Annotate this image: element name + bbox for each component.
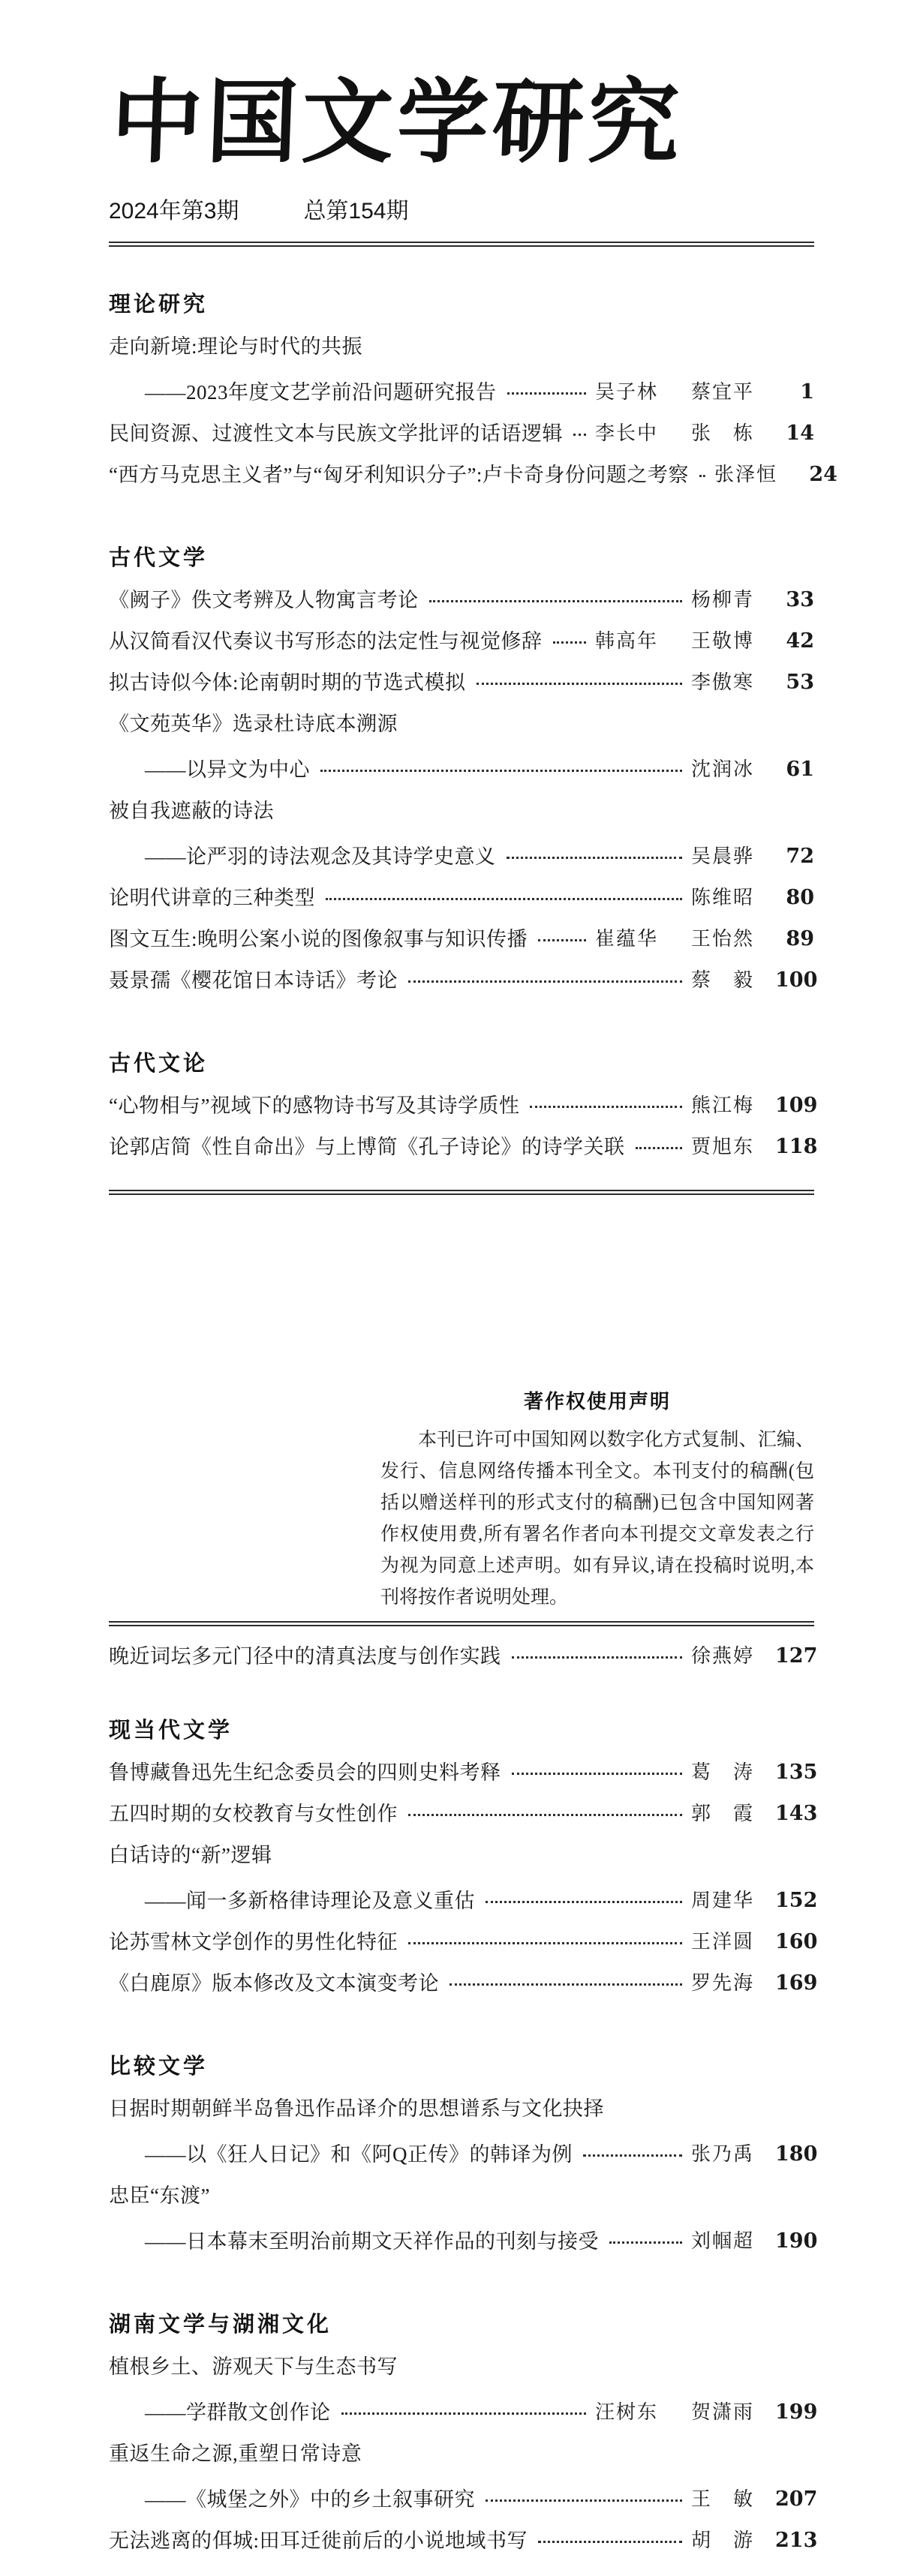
article-title: 忠臣“东渡” bbox=[109, 2184, 210, 2207]
author-name: 郭 霞 bbox=[690, 1802, 754, 1824]
section-title: 湖南文学与湖湘文化 bbox=[109, 2313, 332, 2337]
dot-leader bbox=[477, 683, 682, 685]
article-authors bbox=[714, 462, 777, 488]
toc-section bbox=[109, 2304, 818, 2561]
author-name: 王洋圆 bbox=[690, 1930, 754, 1953]
page-number: 127 bbox=[775, 1644, 818, 1668]
toc-section bbox=[109, 2046, 818, 2262]
page-number: 33 bbox=[786, 587, 814, 611]
toc-entry bbox=[109, 579, 814, 620]
copyright-notice-body: 本刊已许可中国知网以数字化方式复制、汇编、发行、信息网络传播本刊全文。本刊支付的稿酬(包括以赠送样刊的形式支付的稿酬)已包含中国知网著作权使用费,所有署名作者向本刊提交文章发表之行为视为同意上述声明。如有异议,请在投稿时说明,本刊将按作者说明处理。 bbox=[380, 1430, 814, 1608]
author-name: 吴子林 bbox=[594, 380, 658, 403]
toc-entry bbox=[109, 1635, 818, 1677]
author-name: 刘帼超 bbox=[690, 2229, 754, 2252]
issue-number: 2024年第3期 bbox=[109, 199, 239, 224]
article-authors bbox=[691, 1801, 754, 1827]
page-number: 100 bbox=[775, 968, 818, 992]
dot-leader bbox=[507, 857, 682, 859]
article-title: 无法逃离的佴城:田耳迁徙前后的小说地域书写 bbox=[109, 2529, 528, 2552]
article-authors bbox=[595, 629, 754, 654]
copyright-notice bbox=[380, 1389, 814, 1614]
page-number: 169 bbox=[775, 1971, 818, 1995]
dot-leader bbox=[449, 1983, 682, 1986]
dot-leader bbox=[507, 392, 586, 395]
toc-section bbox=[109, 1635, 818, 1677]
journal-title: 中国文学研究 bbox=[109, 68, 685, 176]
double-rule-middle-upper bbox=[109, 1190, 814, 1195]
author-name: 张 栋 bbox=[690, 422, 754, 444]
author-name: 王敬博 bbox=[690, 629, 754, 652]
toc-section bbox=[109, 1043, 818, 1167]
author-name: 蔡宜平 bbox=[690, 380, 754, 403]
page-number: 42 bbox=[786, 629, 814, 653]
article-title: 晚近词坛多元门径中的清真法度与创作实践 bbox=[109, 1644, 501, 1668]
toc-entry bbox=[109, 1752, 818, 1793]
article-title: 被自我遮蔽的诗法 bbox=[109, 799, 274, 822]
article-title: 走向新境:理论与时代的共振 bbox=[109, 335, 363, 358]
article-title: “心物相与”视域下的感物诗书写及其诗学质性 bbox=[109, 1094, 520, 1117]
toc-entry bbox=[109, 2133, 818, 2175]
page-number: 207 bbox=[775, 2487, 818, 2511]
article-title: 植根乡土、游观天下与生态书写 bbox=[109, 2355, 398, 2378]
page-number: 89 bbox=[786, 926, 814, 950]
article-authors bbox=[595, 2400, 754, 2425]
section-title: 古代文论 bbox=[109, 1052, 209, 1076]
toc-section bbox=[109, 284, 837, 495]
author-name: 杨柳青 bbox=[690, 588, 754, 611]
page-number: 143 bbox=[775, 1801, 818, 1825]
issue-line bbox=[109, 198, 814, 225]
toc-entry bbox=[109, 2391, 818, 2433]
article-title: 白话诗的“新”逻辑 bbox=[109, 1843, 272, 1866]
article-subtitle: ——以异文为中心 bbox=[145, 758, 310, 781]
dot-leader bbox=[636, 1147, 682, 1149]
article-title: 日据时期朝鲜半岛鲁迅作品译介的思想谱系与文化抉择 bbox=[109, 2097, 604, 2120]
double-rule-top bbox=[109, 242, 814, 247]
toc-entry bbox=[109, 371, 814, 413]
dot-leader bbox=[486, 2499, 682, 2502]
toc-entry-title-line bbox=[109, 2346, 814, 2387]
author-name: 周建华 bbox=[690, 1889, 754, 1911]
toc-upper-sections bbox=[109, 284, 837, 1167]
author-name: 葛 涛 bbox=[690, 1761, 754, 1783]
article-authors bbox=[691, 1093, 754, 1118]
dot-leader bbox=[408, 1814, 682, 1816]
copyright-notice-title: 著作权使用声明 bbox=[523, 1390, 671, 1413]
toc-entry bbox=[109, 1793, 818, 1834]
toc-entry bbox=[109, 918, 814, 959]
author-name: 贾旭东 bbox=[690, 1135, 754, 1157]
article-title: 《文苑英华》选录杜诗底本溯源 bbox=[109, 712, 398, 735]
article-authors bbox=[691, 1888, 754, 1914]
toc-entry-title-line bbox=[109, 2088, 814, 2129]
article-authors bbox=[691, 2528, 754, 2553]
dot-leader bbox=[609, 2241, 682, 2244]
toc-entry bbox=[109, 1962, 818, 2004]
article-subtitle: ——论严羽的诗法观念及其诗学史意义 bbox=[145, 845, 496, 868]
toc-entry bbox=[109, 1126, 818, 1167]
section-title: 现当代文学 bbox=[109, 1719, 233, 1743]
article-title: 鲁博藏鲁迅先生纪念委员会的四则史料考释 bbox=[109, 1761, 501, 1784]
toc-entry bbox=[109, 1085, 818, 1126]
author-name: 熊江梅 bbox=[690, 1094, 754, 1116]
author-name: 徐燕婷 bbox=[690, 1644, 754, 1667]
article-authors bbox=[595, 380, 754, 405]
article-authors bbox=[691, 968, 754, 993]
author-name: 张乃禹 bbox=[690, 2142, 754, 2165]
toc-entry bbox=[109, 2220, 818, 2262]
page-number: 80 bbox=[786, 885, 814, 909]
article-subtitle: ——闻一多新格律诗理论及意义重估 bbox=[145, 1889, 475, 1912]
page-number: 14 bbox=[786, 421, 814, 445]
page-number: 152 bbox=[775, 1888, 818, 1912]
toc-entry bbox=[109, 620, 814, 662]
page-number: 72 bbox=[786, 844, 814, 868]
dot-leader bbox=[538, 939, 586, 941]
article-subtitle: ——以《狂人日记》和《阿Q正传》的韩译为例 bbox=[145, 2142, 573, 2166]
author-name: 陈维昭 bbox=[690, 886, 754, 908]
toc-entry bbox=[109, 1921, 818, 1962]
article-authors bbox=[691, 1929, 754, 1955]
article-title: 论苏雪林文学创作的男性化特征 bbox=[109, 1930, 398, 1953]
toc-entry bbox=[109, 877, 814, 918]
article-authors bbox=[691, 2487, 754, 2512]
toc-entry bbox=[109, 749, 814, 790]
author-name: 王 敏 bbox=[690, 2487, 754, 2510]
section-title: 比较文学 bbox=[109, 2055, 209, 2079]
article-title: 论明代讲章的三种类型 bbox=[109, 886, 315, 909]
article-title: 《阙子》佚文考辨及人物寓言考论 bbox=[109, 588, 419, 611]
article-title: 民间资源、过渡性文本与民族文学批评的话语逻辑 bbox=[109, 422, 563, 445]
section-title: 古代文学 bbox=[109, 546, 209, 570]
toc-entry bbox=[109, 413, 814, 454]
article-subtitle: ——日本幕末至明治前期文天祥作品的刊刻与接受 bbox=[145, 2229, 599, 2253]
toc-lower-sections bbox=[109, 1635, 818, 2561]
article-title: 论郭店简《性自命出》与上博简《孔子诗论》的诗学关联 bbox=[109, 1135, 625, 1158]
page-number: 190 bbox=[775, 2229, 818, 2253]
page-number: 199 bbox=[775, 2400, 818, 2424]
dot-leader bbox=[530, 1106, 682, 1108]
dot-leader bbox=[512, 1656, 682, 1659]
author-name: 汪树东 bbox=[594, 2400, 658, 2423]
toc-entry bbox=[109, 454, 837, 495]
toc-entry bbox=[109, 959, 818, 1001]
article-authors bbox=[691, 587, 754, 613]
article-authors bbox=[691, 885, 754, 911]
author-name: 李傲寒 bbox=[690, 671, 754, 693]
page-number: 109 bbox=[775, 1093, 818, 1117]
page-number: 118 bbox=[775, 1134, 818, 1158]
author-name: 沈润冰 bbox=[690, 758, 754, 780]
author-name: 贺潇雨 bbox=[690, 2400, 754, 2423]
author-name: 蔡 毅 bbox=[690, 968, 754, 991]
page-number: 213 bbox=[775, 2528, 818, 2552]
double-rule-middle-lower bbox=[109, 1621, 814, 1626]
page-number: 53 bbox=[786, 670, 814, 694]
article-subtitle: ——《城堡之外》中的乡土叙事研究 bbox=[145, 2487, 475, 2511]
dot-leader bbox=[320, 770, 682, 772]
page-number: 24 bbox=[809, 462, 837, 486]
section-title: 理论研究 bbox=[109, 293, 209, 317]
article-subtitle: ——学群散文创作论 bbox=[145, 2400, 331, 2424]
author-name: 吴晨骅 bbox=[690, 845, 754, 867]
toc-entry-title-line bbox=[109, 1834, 814, 1875]
article-authors bbox=[691, 1760, 754, 1785]
page-number: 160 bbox=[775, 1929, 818, 1953]
author-name: 李长中 bbox=[594, 422, 658, 444]
toc-entry-title-line bbox=[109, 790, 814, 831]
dot-leader bbox=[553, 641, 586, 644]
article-authors bbox=[691, 1644, 754, 1669]
dot-leader bbox=[538, 2541, 682, 2543]
article-title: 图文互生:晚明公案小说的图像叙事与知识传播 bbox=[109, 927, 528, 950]
toc-entry bbox=[109, 836, 814, 877]
dot-leader bbox=[408, 980, 682, 983]
article-title: 聂景孺《樱花馆日本诗话》考论 bbox=[109, 968, 398, 992]
page-number: 1 bbox=[800, 380, 814, 404]
article-authors bbox=[691, 1134, 754, 1160]
article-authors bbox=[595, 926, 754, 952]
article-title: 拟古诗似今体:论南朝时期的节选式模拟 bbox=[109, 671, 466, 694]
dot-leader bbox=[583, 2154, 682, 2157]
article-authors bbox=[691, 670, 754, 695]
dot-leader bbox=[326, 898, 682, 900]
page-number: 61 bbox=[786, 757, 814, 781]
author-name: 胡 游 bbox=[690, 2529, 754, 2551]
page-number: 135 bbox=[775, 1760, 818, 1784]
article-authors bbox=[691, 757, 754, 782]
article-title: 从汉简看汉代奏议书写形态的法定性与视觉修辞 bbox=[109, 629, 543, 653]
toc-entry bbox=[109, 2478, 818, 2520]
dot-leader bbox=[699, 475, 705, 477]
toc-section bbox=[109, 1710, 818, 2004]
article-authors bbox=[691, 2142, 754, 2167]
dot-leader bbox=[429, 600, 682, 602]
article-authors bbox=[691, 2229, 754, 2254]
dot-leader bbox=[408, 1942, 682, 1944]
toc-entry bbox=[109, 1880, 818, 1921]
toc-entry-title-line bbox=[109, 2433, 814, 2474]
page-number: 180 bbox=[775, 2142, 818, 2166]
cumulative-issue-number: 总第154期 bbox=[303, 199, 409, 224]
author-name: 罗先海 bbox=[690, 1971, 754, 1994]
author-name: 王怡然 bbox=[690, 927, 754, 950]
article-authors bbox=[595, 421, 754, 446]
dot-leader bbox=[341, 2412, 586, 2415]
dot-leader bbox=[573, 434, 586, 436]
page-content bbox=[0, 56, 905, 2576]
dot-leader bbox=[512, 1773, 682, 1775]
author-name: 张泽恒 bbox=[714, 463, 777, 485]
author-name: 韩高年 bbox=[594, 629, 658, 652]
toc-entry-title-line bbox=[109, 703, 814, 744]
toc-section bbox=[109, 538, 818, 1001]
dot-leader bbox=[486, 1901, 682, 1903]
toc-entry bbox=[109, 662, 814, 703]
author-name: 崔蕴华 bbox=[594, 927, 658, 950]
toc-entry-title-line bbox=[109, 2175, 814, 2216]
article-subtitle: ——2023年度文艺学前沿问题研究报告 bbox=[145, 380, 497, 404]
toc-entry-title-line bbox=[109, 326, 814, 367]
toc-entry bbox=[109, 2520, 818, 2561]
article-title: 重返生命之源,重塑日常诗意 bbox=[109, 2442, 362, 2465]
article-title: 《白鹿原》版本修改及文本演变考论 bbox=[109, 1971, 439, 1995]
article-authors bbox=[691, 1971, 754, 1996]
article-title: “西方马克思主义者”与“匈牙利知识分子”:卢卡奇身份问题之考察 bbox=[109, 463, 689, 486]
article-title: 五四时期的女校教育与女性创作 bbox=[109, 1802, 398, 1825]
article-authors bbox=[691, 844, 754, 869]
